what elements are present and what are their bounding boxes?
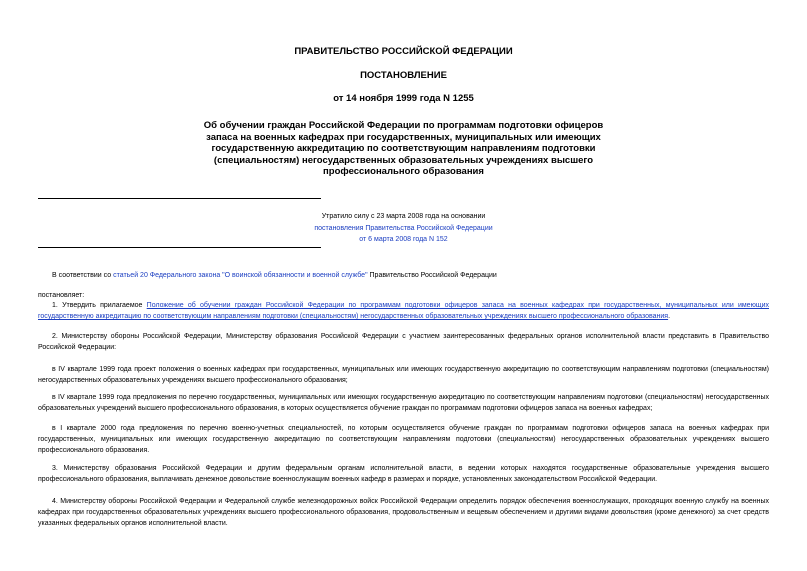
- annulment-link-date[interactable]: от 6 марта 2008 года N 152: [359, 236, 448, 243]
- law-article-link[interactable]: статьей 20 Федерального закона "О воинской обязанности и военной службе": [113, 272, 368, 279]
- paragraph-2b: в IV квартале 1999 года предложения по перечню государственных, муниципальных или имеющих государственную аккредитацию по соответствующим направлениям подготовки (специальностям) негосударственных образовательных учреждений высшего профессионального образования, в которых осуществляется обучение граждан по программам подготовки офицеров запаса на военных кафедрах;: [38, 394, 769, 412]
- divider-bottom: [38, 247, 321, 248]
- document-type: ПОСТАНОВЛЕНИЕ: [360, 70, 447, 81]
- paragraph-2: 2. Министерству обороны Российской Федерации, Министерству образования Российской Федерации с участием заинтересованных федеральных органов исполнительной власти представить в Правительство Российской Федерации:: [38, 333, 769, 351]
- paragraph-4: 4. Министерству обороны Российской Федерации и Федеральной службе железнодорожных войск Российской Федерации определить порядок обеспечения военнослужащих, проходящих военную службу на военных кафедрах при государственных образовательных учреждениях высшего профессионального образования, продовольственным и вещевым обеспечением и другими видами довольствия (кроме денежного) за счет средств указанных федеральных органов исполнительной власти.: [38, 498, 769, 527]
- paragraph-1-end: .: [668, 313, 671, 320]
- annulment-text: Утратило силу с 23 марта 2008 года на основании: [321, 213, 486, 220]
- regulation-link[interactable]: Положение об обучении граждан Российской Федерации по программам подготовки офицеров запаса на военных кафедрах при государственных, муниципальных или имеющих государственную аккредитацию по соответствующим направлениям подготовки (специальностям) негосударственных образовательных учреждениях высшего профессионального образования: [38, 302, 769, 320]
- paragraph-2c: в I квартале 2000 года предложения по перечню военно-учетных специальностей, по которым осуществляется обучение граждан по программам подготовки офицеров запаса на военных кафедрах при государственных, муниципальных или имеющих государственную аккредитацию по соответствующим направлениям подготовки (специальностям) негосударственных образовательных учреждениях высшего профессионального образования.: [38, 425, 769, 454]
- annulment-note: [240, 211, 567, 246]
- paragraph-1-lead: 1. Утвердить прилагаемое: [52, 302, 147, 309]
- paragraph-1: [38, 300, 769, 322]
- paragraph-2a: в IV квартале 1999 года проект положения о военных кафедрах при государственных, муниципальных или имеющих государственную аккредитацию по соответствующим направлениям подготовки (специальностям) негосударственных образовательных учреждениях высшего профессионального образования;: [38, 366, 769, 384]
- decree-word: постановляет:: [38, 292, 85, 299]
- issuing-authority: ПРАВИТЕЛЬСТВО РОССИЙСКОЙ ФЕДЕРАЦИИ: [294, 46, 513, 57]
- annulment-link-decree[interactable]: постановления Правительства Российской Федерации: [314, 224, 493, 232]
- preamble: [38, 270, 769, 281]
- preamble-text-start: В соответствии со: [52, 272, 114, 279]
- document-title: Об обучении граждан Российской Федерации по программам подготовки офицеров запаса на военных кафедрах при государственных, муниципальных или имеющих государственную аккредитацию по соответствующим направлениям подготовки (специальностям) негосударственных образовательных учреждениях высшего профессионального образования: [203, 120, 604, 177]
- divider-top: [38, 198, 321, 199]
- paragraph-3: 3. Министерству образования Российской Федерации и другим федеральным органам исполнительной власти, в ведении которых находятся государственные образовательные учреждения высшего профессионального образования, выплачивать денежное довольствие военнослужащим военных кафедр в размерах и порядке, установленных законодательством Российской Федерации.: [38, 465, 769, 483]
- preamble-text-end: Правительство Российской Федерации: [367, 272, 497, 279]
- document-date-number: от 14 ноября 1999 года N 1255: [333, 93, 474, 104]
